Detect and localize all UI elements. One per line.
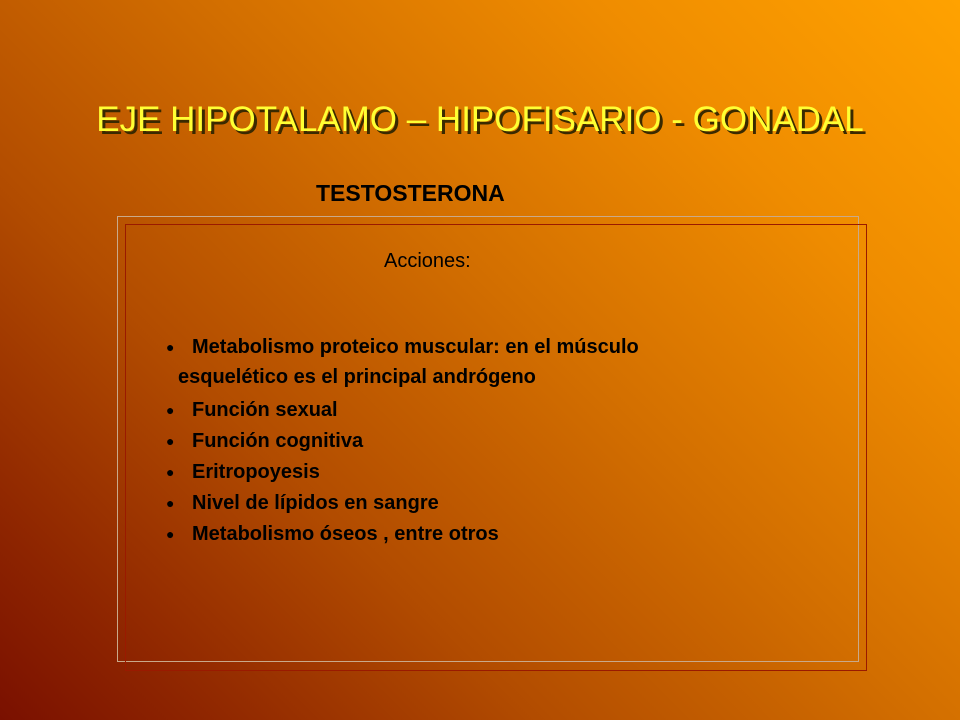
list-item-continuation: esquelético es el principal andrógeno xyxy=(178,366,536,388)
actions-list xyxy=(160,332,639,550)
list-item-label: Nivel de lípidos en sangre xyxy=(192,492,439,514)
list-item xyxy=(160,332,639,392)
bullet-icon: ● xyxy=(166,433,175,449)
list-item-label: Metabolismo proteico muscular: en el músculo xyxy=(192,336,639,358)
list-item-label: Función cognitiva xyxy=(192,430,364,452)
bullet-icon: ● xyxy=(166,339,175,355)
bullet-icon: ● xyxy=(166,464,175,480)
bullet-icon: ● xyxy=(166,495,175,511)
list-item-label: Eritropoyesis xyxy=(192,461,320,483)
slide-subtitle: TESTOSTERONA xyxy=(316,180,505,206)
list-item-label: Metabolismo óseos , entre otros xyxy=(192,523,499,545)
section-label: Acciones: xyxy=(384,250,471,272)
list-item xyxy=(160,426,639,457)
slide-title: EJE HIPOTALAMO – HIPOFISARIO - GONADAL xyxy=(96,100,864,139)
bullet-icon: ● xyxy=(166,402,175,418)
list-item xyxy=(160,519,639,550)
list-item xyxy=(160,457,639,488)
bullet-icon: ● xyxy=(166,526,175,542)
list-item xyxy=(160,395,639,426)
list-item xyxy=(160,488,639,519)
list-item-label: Función sexual xyxy=(192,399,338,421)
